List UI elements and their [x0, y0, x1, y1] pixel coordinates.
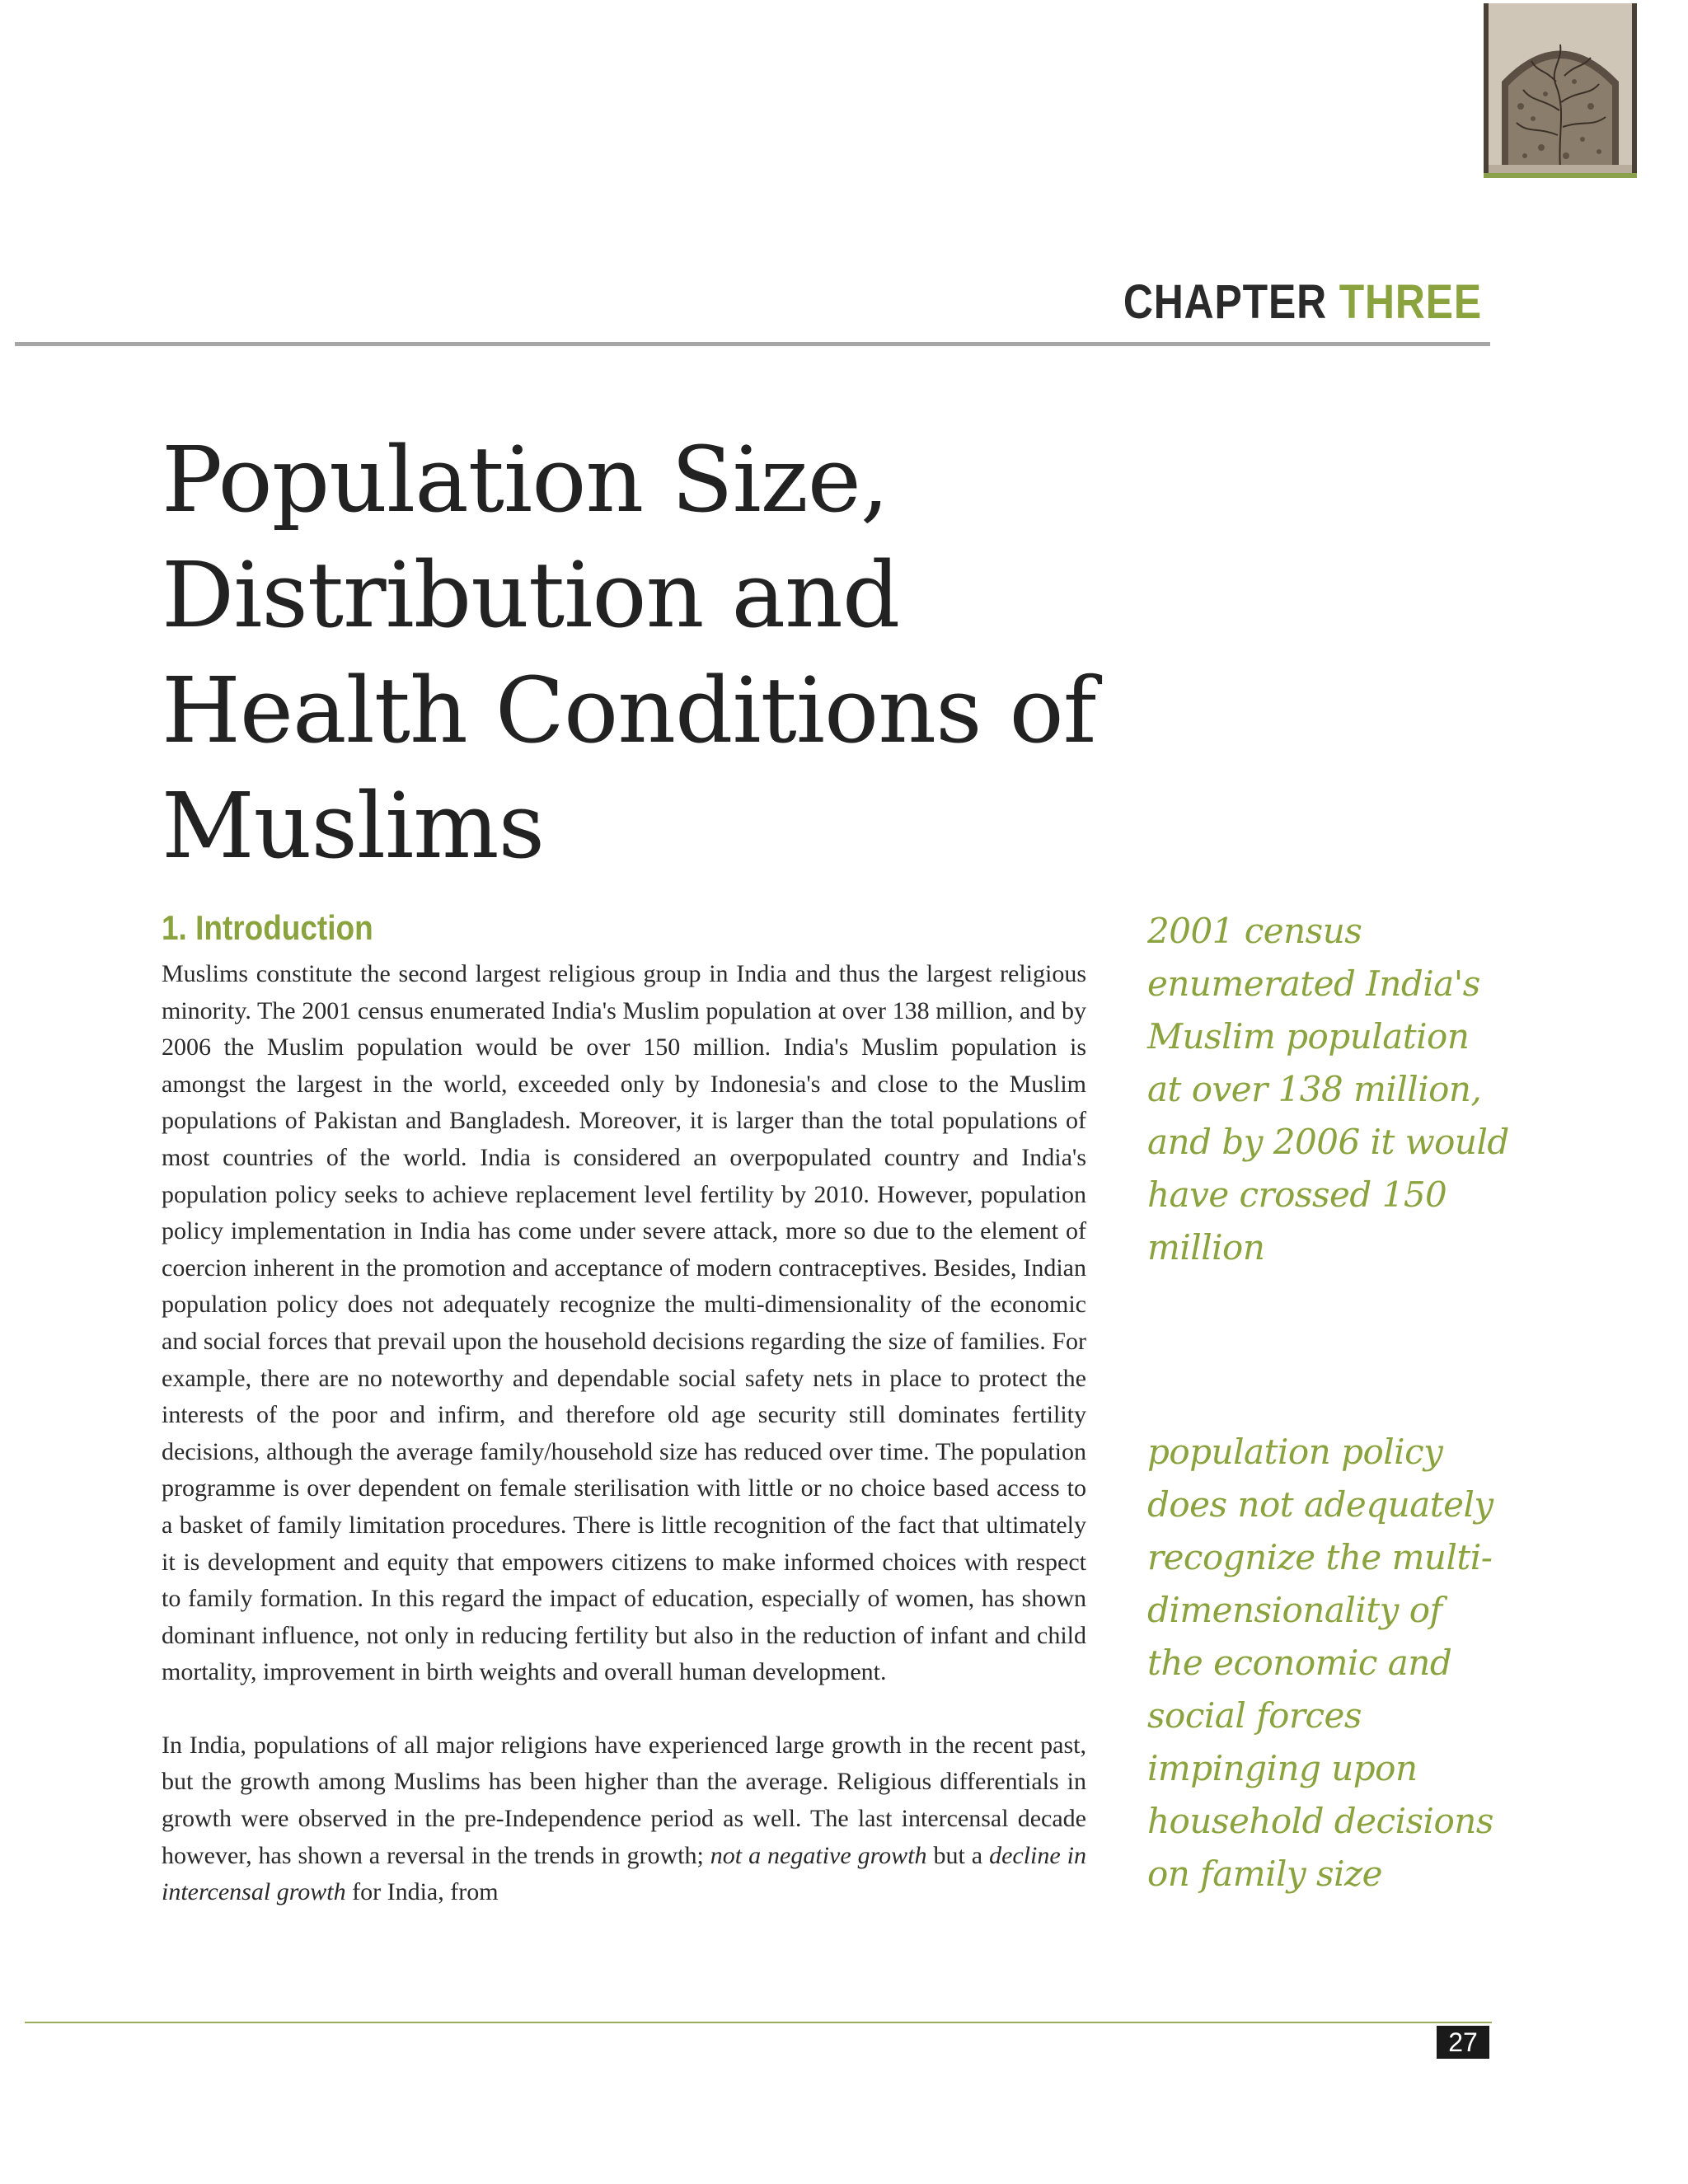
pull-quote-line: social forces — [1147, 1695, 1362, 1736]
pull-quote-line: does not adequately — [1147, 1484, 1493, 1525]
pull-quote-line: population policy — [1147, 1432, 1443, 1472]
body-paragraph — [162, 1727, 1086, 1911]
pull-quote-line: Muslim population — [1147, 1016, 1470, 1057]
body-emphasis: not a negative growth — [710, 1841, 927, 1869]
title-line: Population Size, — [162, 427, 889, 532]
pull-quote-line: enumerated India's — [1147, 963, 1480, 1004]
pull-quote-line: and by 2006 it would — [1147, 1122, 1509, 1162]
pull-quote — [1147, 1426, 1510, 1900]
body-text — [162, 956, 1086, 1911]
pull-quote-line: on family size — [1147, 1854, 1383, 1894]
pull-quote-line: million — [1147, 1227, 1265, 1268]
page-number: 27 — [1437, 2026, 1489, 2059]
lattice-window-icon — [1484, 3, 1637, 176]
body-text-run: for India, from — [345, 1878, 499, 1906]
pull-quote-line: impinging upon — [1147, 1748, 1418, 1788]
chapter-label: CHAPTER — [1123, 275, 1327, 329]
page-title — [162, 422, 1151, 883]
photo-underline — [1484, 173, 1637, 178]
pull-quote-line: the economic and — [1147, 1643, 1452, 1683]
pull-quote-line: 2001 census — [1147, 911, 1362, 951]
title-line: Muslims — [162, 773, 545, 879]
chapter-number: THREE — [1339, 275, 1482, 329]
body-text-run: but a — [926, 1841, 990, 1869]
body-emphasis: decline in intercensal growth — [162, 1841, 1086, 1906]
chapter-heading — [1123, 275, 1482, 329]
section-heading: 1. Introduction — [162, 908, 373, 947]
pull-quote-line: recognize the multi- — [1147, 1537, 1493, 1577]
pull-quote — [1147, 905, 1510, 1274]
pull-quote-line: at over 138 million, — [1147, 1069, 1482, 1109]
pull-quote-line: dimensionality of — [1147, 1590, 1442, 1630]
body-text-run: In India, populations of all major religions have experienced large growth in the recent past, but the growth among Muslims has been higher than the average. Religious differentials in growth were observed in the pre-Independence period as well. The last intercensal decade however, has shown a reversal in the trends in growth; — [162, 1731, 1086, 1869]
pull-quote-line: household decisions — [1147, 1801, 1493, 1841]
chapter-divider — [15, 342, 1490, 346]
body-paragraph: Muslims constitute the second largest religious group in India and thus the largest religious minority. The 2001 census enumerated India's Muslim population at over 138 million, and by 2006 the Muslim population would be over 150 million. India's Muslim population is amongst the largest in the world, exceeded only by Indonesia's and close to the Muslim populations of Pakistan and Bangladesh. Moreover, it is larger than the total populations of most countries of the world. India is considered an overpopulated country and India's population policy seeks to achieve replacement level fertility by 2010. However, population policy implementation in India has come under severe attack, more so due to the element of coercion inherent in the promotion and acceptance of modern contraceptives. Besides, Indian population policy does not adequately recognize the multi-dimensionality of the economic and social forces that prevail upon the household decisions regarding the size of families. For example, there are no noteworthy and dependable social safety nets in place to protect the interests of the poor and infirm, and therefore old age security still dominates fertility decisions, although the average family/household size has reduced over time. The population programme is over dependent on female sterilisation with little or no choice based access to a basket of family limitation procedures. There is little recognition of the fact that ultimately it is development and equity that empowers citizens to make informed choices with respect to family formation. In this regard the impact of education, especially of women, has shown dominant influence, not only in reducing fertility but also in the reduction of infant and child mortality, improvement in birth weights and overall human development. — [162, 960, 1086, 1686]
title-line: Distribution and — [162, 542, 900, 648]
carved-stone-lattice-window-photo — [1484, 3, 1637, 176]
title-line: Health Conditions of — [162, 658, 1096, 763]
footer-divider — [25, 2022, 1492, 2023]
pull-quote-line: have crossed 150 — [1147, 1174, 1447, 1215]
